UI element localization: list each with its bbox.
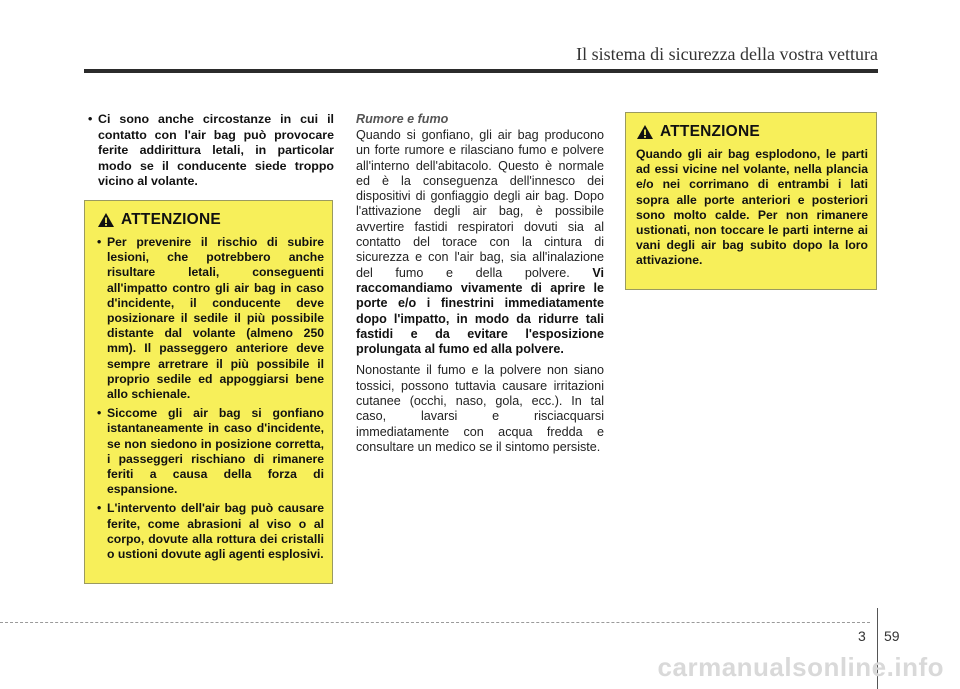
noise-section: [356, 112, 604, 461]
intro-bullet-text: Ci sono anche circostanze in cui il contatto con l'air bag può provocare ferite addirittura letali, in particolar modo se il conducente siede troppo vicino al volante.: [98, 112, 334, 188]
section-paragraph: Nonostante il fumo e la polvere non siano tossici, possono tuttavia causare irritazioni cutanee (occhi, naso, gola, ecc.). In tal caso, lavarsi e risciacquarsi immediatamente con acqua fredda e consultare un medico se il sintomo persiste.: [356, 363, 604, 454]
bullet-dot: •: [97, 235, 102, 249]
section-heading: Rumore e fumo: [356, 112, 449, 126]
bullet-dot: •: [97, 406, 102, 421]
warning-box-right: [625, 112, 877, 290]
page-header-title: Il sistema di sicurezza della vostra vettura: [576, 44, 878, 64]
warning-header: [93, 211, 324, 229]
warning-title: ATTENZIONE: [660, 123, 760, 140]
intro-column: [84, 112, 334, 190]
intro-bullet: [84, 112, 334, 190]
warning-text: Quando gli air bag esplodono, le parti ad essi vicine nel volante, nella plancia e/o nei corrimano di entrambi i lati sopra alle porte anteriori e posteriori sono molto calde. Per non rimanere ustionati, non toccare le parti interne ai vani degli air bag subito dopo la loro attivazione.: [636, 147, 868, 268]
warning-item-text: L'intervento dell'air bag può causare ferite, come abrasioni al viso o al corpo, dovute alla rottura dei cristalli o ustioni dovute agli agenti esplosivi.: [107, 501, 324, 562]
warning-item: [93, 235, 324, 402]
warning-item-text: Siccome gli air bag si gonfiano istantaneamente in caso d'incidente, se non siedono in posizione corretta, i passeggeri rischiano di rimanere feriti a causa della forza di espansione.: [107, 406, 324, 497]
bullet-dot: •: [88, 112, 93, 126]
chapter-number: 3: [858, 628, 866, 644]
page-number: 59: [884, 628, 900, 644]
warning-item: [93, 406, 324, 497]
warning-box-left: [84, 200, 333, 584]
header-rule: [84, 69, 878, 73]
paragraph-text: Quando si gonfiano, gli air bag producono un forte rumore e rilasciano fumo e polvere all'interno dell'abitacolo. Questo è normale ed è la conseguenza dell'innesco dei dispositivi di gonfiaggio degli air bag. Dopo l'attivazione degli air bag, è possibile avvertire fastidi respiratori dovuti sia al contatto del torace con la cintura di sicurezza e con l'air bag, sia all'inalazione del fumo e della polvere.: [356, 128, 604, 280]
paragraph-bold-text: Vi raccomandiamo vivamente di aprire le porte e/o i finestrini immediatamente dopo l'impatto, in modo da ridurre tali fastidi e da evitare l'esposizione prolungata al fumo ed alla polvere.: [356, 265, 604, 357]
section-paragraph: [356, 128, 604, 357]
warning-item-text: Per prevenire il rischio di subire lesioni, che potrebbero anche risultare letali, conseguenti all'impatto contro gli air bag in caso d'incidente, il conducente deve posizionare il sedile il più possibile distante dal volante (almeno 250 mm). Il passeggero anteriore deve sempre arretrare il più possibile il proprio sedile ed appoggiarsi bene allo schienale.: [107, 235, 324, 402]
bullet-dot: •: [97, 501, 102, 516]
warning-item: [93, 501, 324, 562]
warning-header: [636, 123, 868, 141]
footer-rule: [0, 622, 870, 623]
warning-title: ATTENZIONE: [121, 211, 221, 228]
warning-list: [93, 235, 324, 562]
watermark: carmanualsonline.info: [657, 652, 944, 682]
warning-triangle-icon: [636, 124, 654, 140]
warning-triangle-icon: [97, 212, 115, 228]
